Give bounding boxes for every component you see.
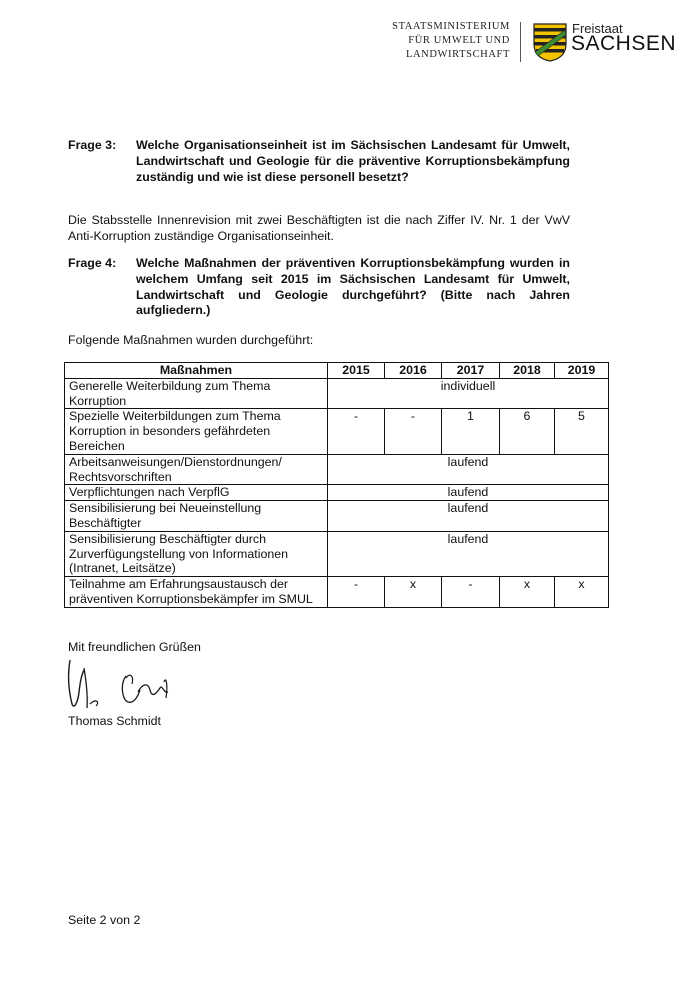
- ministry-name: [392, 20, 510, 62]
- table-header-row: [65, 363, 609, 379]
- logo-freistaat: Freistaat: [572, 21, 623, 36]
- answer-3: Die Stabsstelle Innenrevision mit zwei Beschäftigten ist die nach Ziffer IV. Nr. 1 der VwV Anti-Korruption zuständige Organisationseinheit.: [68, 213, 570, 243]
- measure-value: -: [442, 577, 500, 608]
- page-number: Seite 2 von 2: [68, 913, 141, 927]
- table-row: [65, 531, 609, 576]
- table-row: [65, 577, 609, 608]
- measure-value: 5: [555, 409, 609, 454]
- table-row: [65, 454, 609, 485]
- header-measures: Maßnahmen: [65, 363, 328, 379]
- header-2018: 2018: [500, 363, 555, 379]
- table-row: [65, 378, 609, 409]
- measure-value: individuell: [328, 378, 609, 409]
- header-2019: 2019: [555, 363, 609, 379]
- logo-sachsen: SACHSEN: [571, 32, 677, 55]
- measure-value: laufend: [328, 485, 609, 501]
- table-row: [65, 501, 609, 532]
- measure-value: x: [500, 577, 555, 608]
- saxony-crest-icon: [532, 22, 568, 62]
- question-3-label: Frage 3:: [68, 138, 117, 152]
- signature-image: [60, 654, 190, 716]
- measure-name: Arbeitsanweisungen/Dienstordnungen/ Rechtsvorschriften: [65, 454, 328, 485]
- ministry-line-3: LANDWIRTSCHAFT: [405, 49, 510, 60]
- measure-value: laufend: [328, 531, 609, 576]
- measure-value: -: [385, 409, 442, 454]
- measure-name: Verpflichtungen nach VerpflG: [65, 485, 328, 501]
- table-row: [65, 409, 609, 454]
- measure-value: -: [328, 577, 385, 608]
- ministry-line-2: FÜR UMWELT UND: [408, 35, 510, 46]
- measure-name: Generelle Weiterbildung zum Thema Korruption: [65, 378, 328, 409]
- measure-value: laufend: [328, 501, 609, 532]
- signer-name: Thomas Schmidt: [68, 714, 161, 728]
- question-4: [68, 256, 570, 319]
- table-row: [65, 485, 609, 501]
- measure-value: -: [328, 409, 385, 454]
- header-2015: 2015: [328, 363, 385, 379]
- header-2017: 2017: [442, 363, 500, 379]
- closing-greeting: Mit freundlichen Grüßen: [68, 640, 201, 654]
- header-2016: 2016: [385, 363, 442, 379]
- measure-name: Sensibilisierung bei Neueinstellung Beschäftigter: [65, 501, 328, 532]
- measure-name: Spezielle Weiterbildungen zum Thema Korruption in besonders gefährdeten Bereichen: [65, 409, 328, 454]
- measures-table: [64, 362, 609, 608]
- measure-value: laufend: [328, 454, 609, 485]
- measure-value: x: [385, 577, 442, 608]
- question-3-text: Welche Organisationseinheit ist im Sächsischen Landesamt für Umwelt, Landwirtschaft und Geologie für die präventive Korruptionsbekämpfung zuständig und wie ist diese personell besetzt?: [136, 138, 570, 184]
- ministry-line-1: STAATSMINISTERIUM: [392, 21, 510, 32]
- header-separator: [520, 22, 521, 62]
- measure-name: Teilnahme am Erfahrungsaustausch der präventiven Korruptionsbekämpfer im SMUL: [65, 577, 328, 608]
- question-3: [68, 138, 570, 185]
- answer-4-intro: Folgende Maßnahmen wurden durchgeführt:: [68, 333, 314, 347]
- measure-value: 1: [442, 409, 500, 454]
- measure-value: x: [555, 577, 609, 608]
- measure-value: 6: [500, 409, 555, 454]
- measure-name: Sensibilisierung Beschäftigter durch Zurverfügungstellung von Informationen (Intranet, Leitsätze): [65, 531, 328, 576]
- question-4-label: Frage 4:: [68, 256, 117, 270]
- question-4-text: Welche Maßnahmen der präventiven Korruptionsbekämpfung wurden in welchem Umfang seit 2015 im Sächsischen Landesamt für Umwelt, Landwirtschaft und Geologie durchgeführt? (Bitte nach Jahren aufgliedern.): [136, 256, 570, 318]
